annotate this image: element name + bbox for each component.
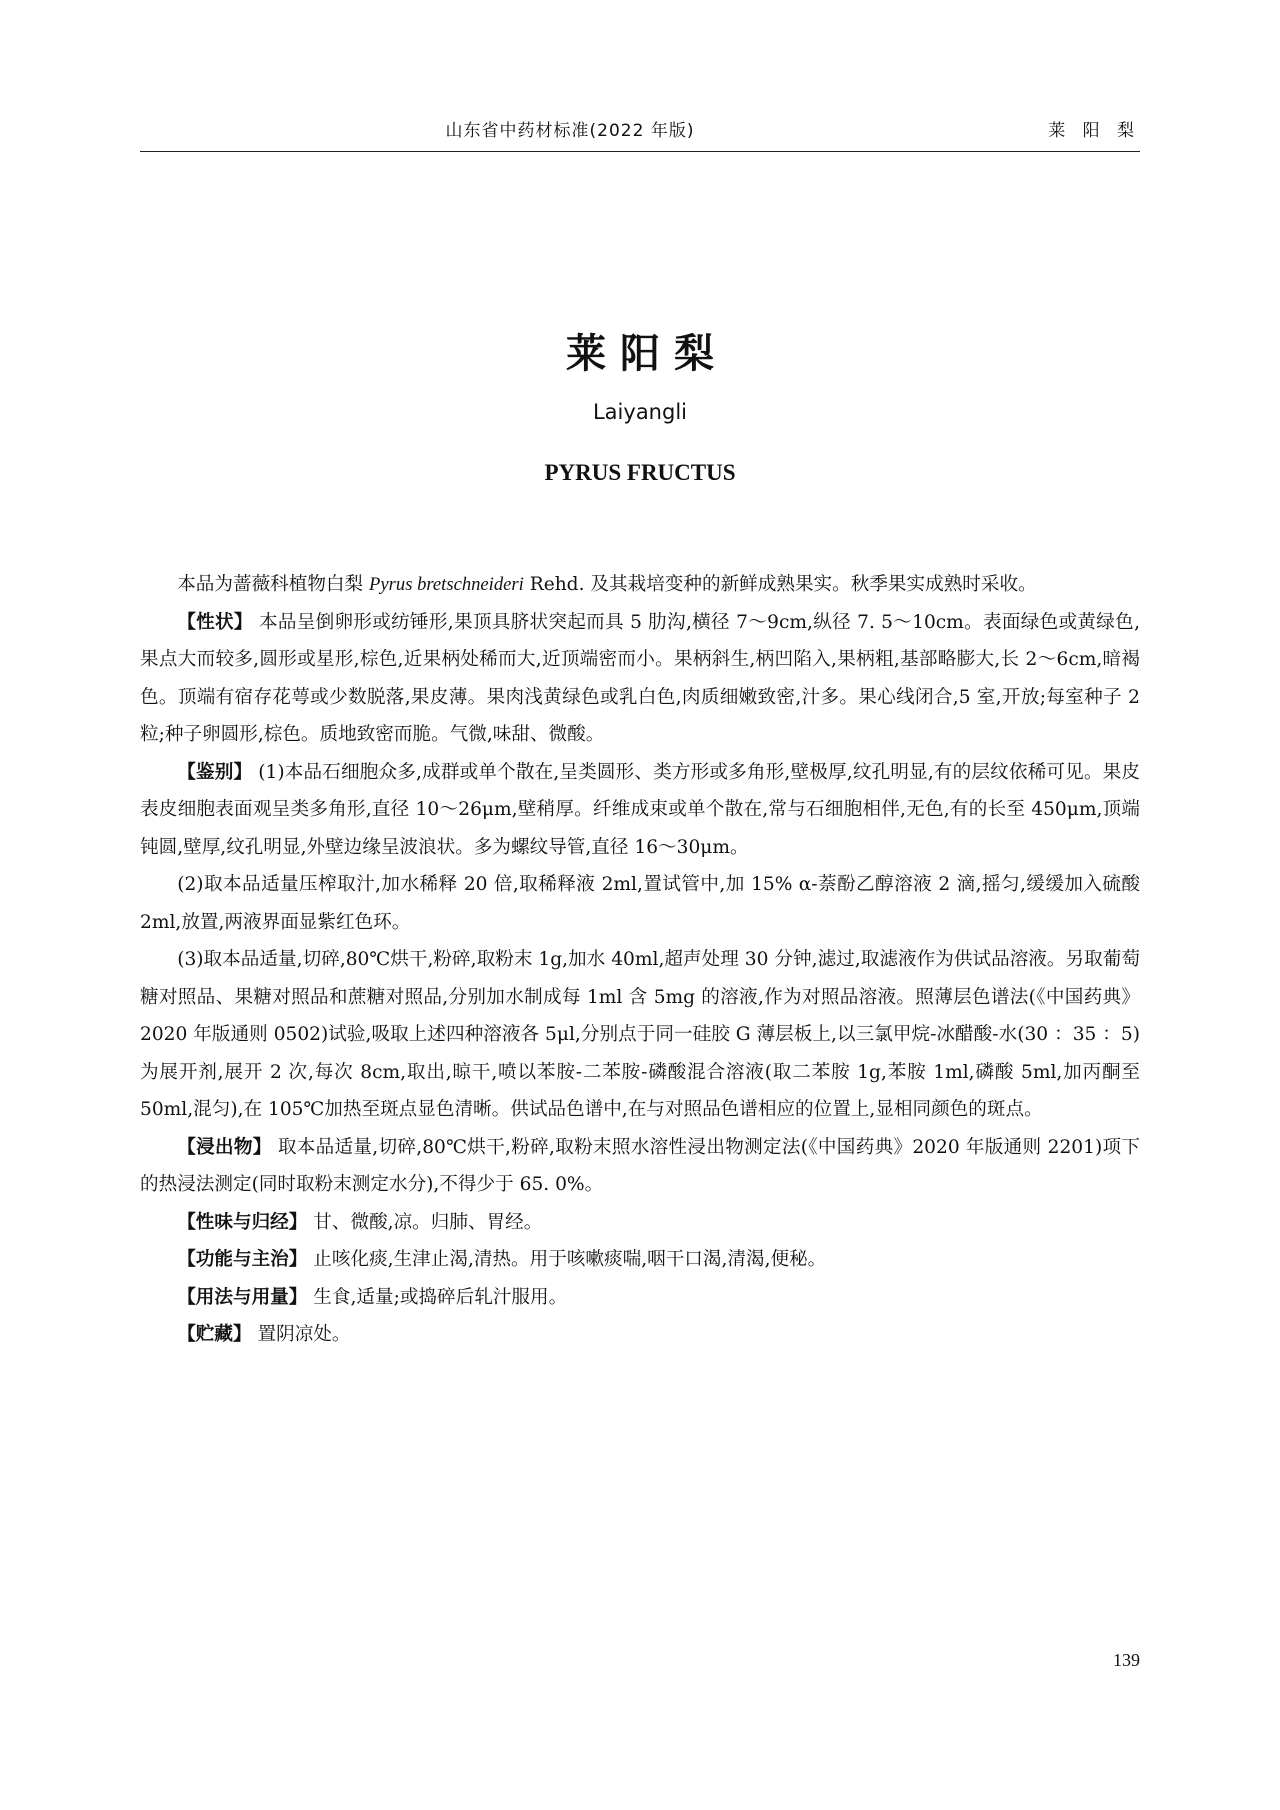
function-label: 【功能与主治】 — [177, 1249, 308, 1270]
running-header-entry-name: 莱 阳 梨 — [1048, 121, 1140, 141]
entry-title: 莱阳梨 — [566, 331, 728, 377]
identification-paragraph-1: 【鉴别】 (1)本品石细胞众多,成群或单个散在,呈类圆形、类方形或多角形,壁极厚,纹孔明显,有的层纹依稀可见。果皮表皮细胞表面观呈类多角形,直径 10～26μm,壁稍厚。纤维成束或单个散在,常与石细胞相伴,无色,有的长至 450μm,顶端钝圆,壁厚,纹孔明显,外壁边缘呈波浪状。多为螺纹导管,直径 16～30μm。 — [140, 761, 1140, 858]
description-paragraph: 【性状】 本品呈倒卵形或纺锤形,果顶具脐状突起而具 5 肋沟,横径 7～9cm,纵径 7. 5～10cm。表面绿色或黄绿色,果点大而较多,圆形或星形,棕色,近果柄处稀而大,近顶端密而小。果柄斜生,柄凹陷入,果柄粗,基部略膨大,长 2～6cm,暗褐色。顶端有宿存花萼或少数脱落,果皮薄。果肉浅黄绿色或乳白色,肉质细嫩致密,汁多。果心线闭合,5 室,开放;每室种子 2 粒;种子卵圆形,棕色。质地致密而脆。气微,味甜、微酸。 — [140, 611, 1140, 745]
entry-latin-name: PYRUS FRUCTUS — [544, 460, 736, 485]
identification-paragraph-2: (2)取本品适量压榨取汁,加水稀释 20 倍,取稀释液 2ml,置试管中,加 15% α-萘酚乙醇溶液 2 滴,摇匀,缓缓加入硫酸 2ml,放置,两液界面显紫红色环。 — [140, 874, 1140, 933]
description-label: 【性状】 — [177, 611, 253, 633]
intro-paragraph: 本品为蔷薇科植物白梨 Pyrus bretschneideri Rehd. 及其栽培变种的新鲜成熟果实。秋季果实成熟时采收。 — [177, 574, 1037, 595]
nature-paragraph: 【性味与归经】 甘、微酸,凉。归肺、胃经。 — [177, 1211, 543, 1233]
identification-paragraph-3: (3)取本品适量,切碎,80℃烘干,粉碎,取粉末 1g,加水 40ml,超声处理 30 分钟,滤过,取滤液作为供试品溶液。另取葡萄糖对照品、果糖对照品和蔗糖对照品,分别加水制成每 1ml 含 5mg 的溶液,作为对照品溶液。照薄层色谱法(《中国药典》2020 年版通则 0502)试验,吸取上述四种溶液各 5μl,分别点于同一硅胶 G 薄层板上,以三氯甲烷-冰醋酸-水(30 ：35 ：5)为展开剂,展开 2 次,每次 8cm,取出,晾干,喷以苯胺-二苯胺-磷酸混合溶液(取二苯胺 1g,苯胺 1ml,磷酸 5ml,加丙酮至 50ml,混匀),在 105℃加热至斑点显色清晰。供试品色谱中,在与对照品色谱相应的位置上,显相同颜色的斑点。 — [140, 949, 1140, 1120]
entry-pinyin: Laiyangli — [592, 400, 687, 424]
page-number: 139 — [1113, 1650, 1140, 1670]
identification-label: 【鉴别】 — [177, 761, 253, 783]
nature-label: 【性味与归经】 — [177, 1211, 308, 1233]
storage-paragraph: 【贮藏】 置阴凉处。 — [177, 1324, 351, 1345]
usage-paragraph: 【用法与用量】 生食,适量;或捣碎后轧汁服用。 — [177, 1286, 568, 1308]
storage-label: 【贮藏】 — [177, 1324, 252, 1345]
usage-label: 【用法与用量】 — [177, 1286, 308, 1308]
running-header-book-title: 山东省中药材标准(2022 年版) — [445, 121, 695, 141]
species-name: Pyrus bretschneideri — [369, 574, 524, 595]
header-rule — [140, 151, 1140, 152]
extract-label: 【浸出物】 — [177, 1136, 272, 1158]
monograph-body — [140, 566, 1140, 1354]
extract-paragraph: 【浸出物】 取本品适量,切碎,80℃烘干,粉碎,取粉末照水溶性浸出物测定法(《中国药典》2020 年版通则 2201)项下的热浸法测定(同时取粉末测定水分),不得少于 65. 0%。 — [140, 1136, 1140, 1195]
function-paragraph: 【功能与主治】 止咳化痰,生津止渴,清热。用于咳嗽痰喘,咽干口渴,清渴,便秘。 — [177, 1249, 827, 1270]
